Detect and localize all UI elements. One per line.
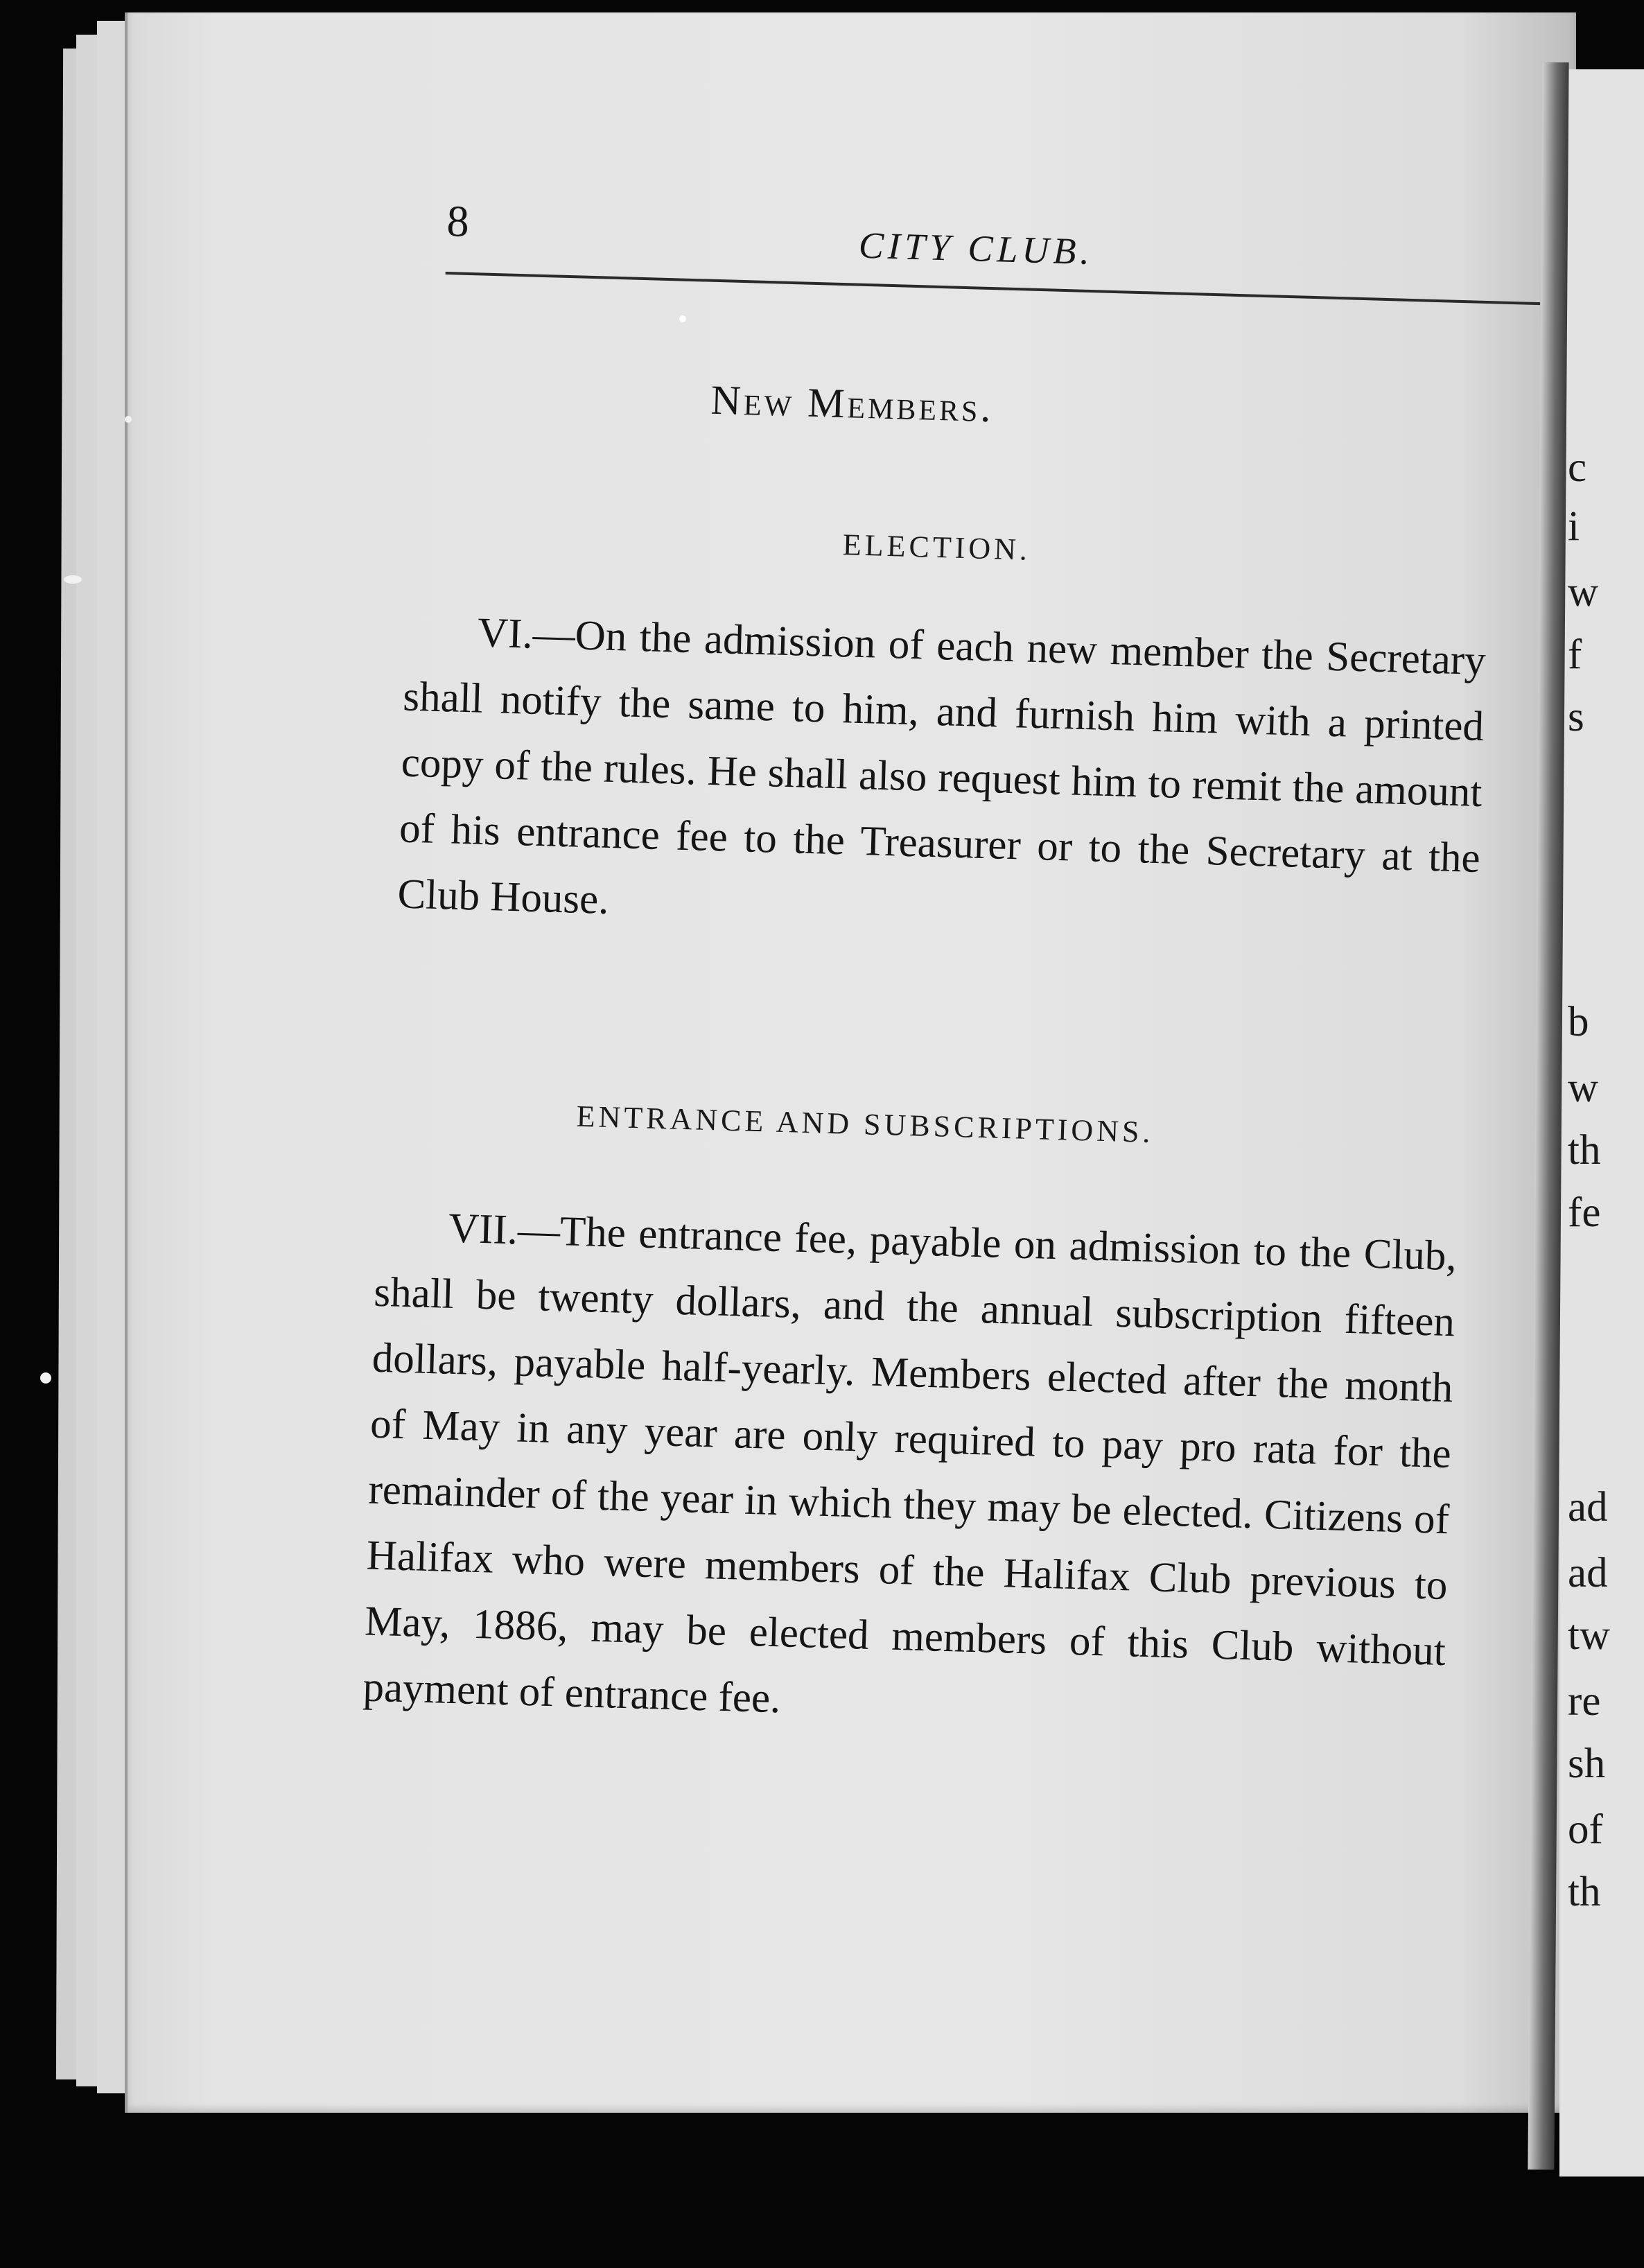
fragment: w (1568, 1065, 1599, 1111)
fragment: ad (1568, 1484, 1608, 1530)
subsection-heading: ELECTION. (842, 527, 1031, 567)
fragment: w (1568, 569, 1599, 616)
fragment: th (1568, 1869, 1601, 1915)
dust-speck (40, 1372, 51, 1384)
subsection-heading: ENTRANCE AND SUBSCRIPTIONS. (576, 1099, 1155, 1150)
facing-page-text-fragments (1568, 0, 1644, 2246)
rule-paragraph: VI.—On the admission of each new member the Secretary shall notify the same to him, and furnish him with a printed copy of the rules. He shall also request him to remit the amount of his entrance fee to the Treasurer or to the Secretary at the Club House. (396, 609, 1487, 923)
fragment: ad (1568, 1550, 1608, 1596)
fragment: of (1568, 1806, 1603, 1853)
dust-speck (679, 315, 686, 322)
fragment: fe (1568, 1189, 1601, 1236)
fragment: re (1568, 1678, 1601, 1725)
fragment: s (1568, 694, 1584, 740)
fragment: i (1568, 503, 1580, 550)
fragment: c (1568, 444, 1587, 491)
dust-speck (64, 575, 82, 584)
rule-paragraph: VII.—The entrance fee, payable on admission to the Club, shall be twenty dollars, and the annual subscription fifteen dollars, payable half-yearly. Members elected after the month of May in any year are only required to pay pro rata for the remainder of the year in which they may be elected. Citizens of Halifax who were members of the Halifax Club previous to May, 1886, may be elected members of this Club without payment of entrance fee. (362, 1205, 1458, 1722)
page-number: 8 (446, 196, 470, 246)
fragment: tw (1568, 1612, 1610, 1659)
page-header (445, 195, 1542, 316)
fragment: sh (1568, 1741, 1606, 1787)
dust-speck (125, 416, 132, 423)
fragment: th (1568, 1127, 1601, 1174)
running-title: CITY CLUB. (858, 224, 1094, 273)
header-rule (446, 272, 1540, 305)
section-title: New Members. (710, 376, 995, 431)
fragment: b (1568, 999, 1589, 1045)
fragment: f (1568, 631, 1582, 678)
